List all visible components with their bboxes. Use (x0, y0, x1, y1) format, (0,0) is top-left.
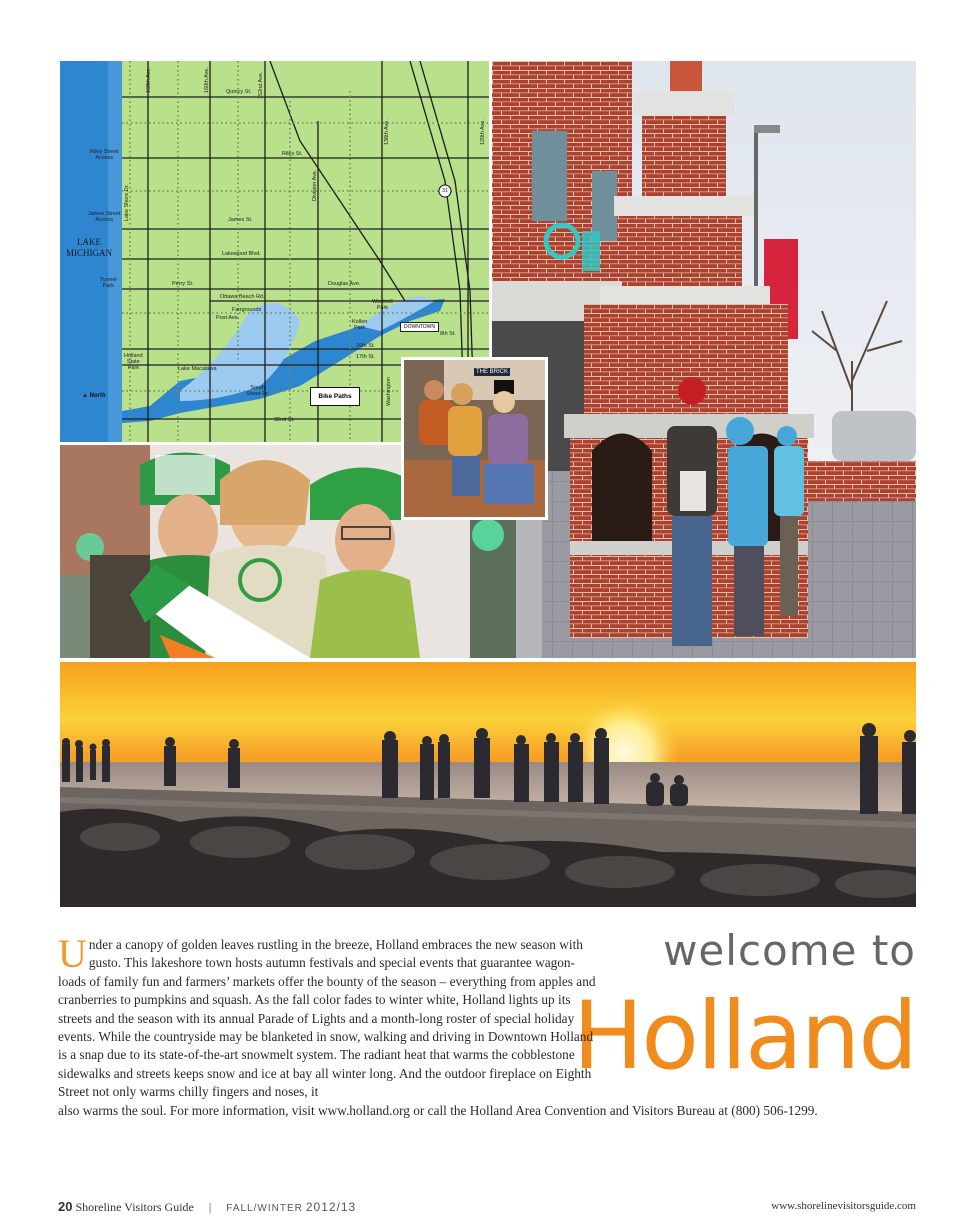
street-james: James St. (228, 217, 253, 223)
riley-access-label: Riley Street Access (90, 149, 119, 161)
street-washington: Washington (386, 377, 392, 406)
street-douglas: Douglas Ave. (328, 281, 361, 287)
paragraph-text: nder a canopy of golden leaves rustling in the breeze, Holland embraces the new season with gusto. This lakeshore town hosts autumn festivals and special events that guarantee wagon-loads of family fun and farmers’ markets offer the bounty of the season – everything from apples and cranberries to pumpkins and squash. As the fall color fades to winter white, Holland lights up its streets and the season with its annual Parade of Lights and a month-long roster of special holiday events. While the countryside may be blanketed in snow, walking and driving in Downtown Holland is a snap due to its state-of-the-art snowmelt system. The radiant heat that warms the cobblestone sidewalks and streets keeps snow and ice at bay all winter long. And the outdoor fireplace on Eighth Street not only warms chilly fingers and noses, it (58, 937, 596, 1100)
tunnel-park-label: Tunnel Park (100, 277, 117, 289)
drop-cap: U (58, 931, 87, 976)
holland-state-park-label: Holland State Park (124, 353, 143, 371)
street-160th: 160th Ave. (204, 67, 210, 93)
sunset-pier-photo-graphic (60, 662, 916, 907)
street-152nd: 152nd Ave. (258, 71, 264, 99)
lake-michigan-label: LAKE MICHIGAN (66, 237, 112, 258)
lake-macatawa-label: Lake Macatawa (178, 366, 217, 372)
headline-city: Holland (572, 982, 916, 1091)
north-label (82, 393, 106, 399)
page-number: 20 (58, 1199, 73, 1214)
article-body (58, 931, 870, 1120)
fireplace-photo (492, 61, 916, 658)
north-arrow-icon: ▲ (82, 393, 88, 399)
street-fairgrounds: Fairgrounds (232, 307, 262, 313)
page-footer (58, 1199, 916, 1219)
street-8th: 8th St. (440, 331, 456, 337)
street-performers-photo (401, 357, 548, 520)
kollen-park-label: Kollen Park (352, 319, 368, 331)
street-120th: 120th Ave. (480, 119, 486, 145)
downtown-label: DOWNTOWN (400, 322, 439, 332)
street-16th: 16th St. (356, 343, 375, 349)
street-south-shore: South Shore Dr. (246, 385, 270, 397)
street-lakewood: Lakewood Blvd. (222, 251, 261, 257)
paragraph-last-line: also warms the soul. For more information, visit www.holland.org or call the Holland Area Convention and Visitors Bureau at (800) 506-1299. (58, 1102, 818, 1118)
james-access-label: James Street Access (88, 211, 121, 223)
street-performers-photo-graphic (404, 360, 545, 517)
street-17th: 17th St. (356, 354, 375, 360)
north-text: North (89, 393, 106, 399)
street-ottawa-beach: Ottawa Beach Rd. (220, 294, 265, 300)
street-perry: Perry St. (172, 281, 194, 287)
street-post: Post Ave. (216, 315, 240, 321)
bike-paths-legend: Bike Paths (310, 387, 360, 406)
us31-shield-label: 31 (442, 188, 449, 194)
publication-name: Shoreline Visitors Guide (75, 1200, 194, 1214)
street-riley: Riley St. (282, 151, 303, 157)
footer-year: 2012/13 (305, 1200, 357, 1214)
article-paragraph (58, 931, 600, 1102)
street-136th: 136th Ave. (384, 119, 390, 145)
street-168th: 168th Ave. (146, 67, 152, 93)
street-32nd: 32nd St. (274, 417, 295, 423)
headline-welcome: welcome to (663, 926, 916, 975)
windmill-park-label: Windmill Park (372, 299, 393, 311)
footer-separator: | (208, 1200, 212, 1214)
street-quincy: Quincy St. (226, 89, 252, 95)
street-lake-shore: Lake Shore Dr. (124, 184, 130, 221)
footer-url[interactable]: www.shorelinevisitorsguide.com (771, 1200, 916, 1212)
footer-season: FALL/WINTER (226, 1203, 303, 1214)
sunset-pier-photo (60, 662, 916, 907)
fireplace-photo-graphic (492, 61, 916, 658)
street-division: Division Ave. (312, 169, 318, 201)
inset-sign: THE BRICK (476, 369, 509, 375)
